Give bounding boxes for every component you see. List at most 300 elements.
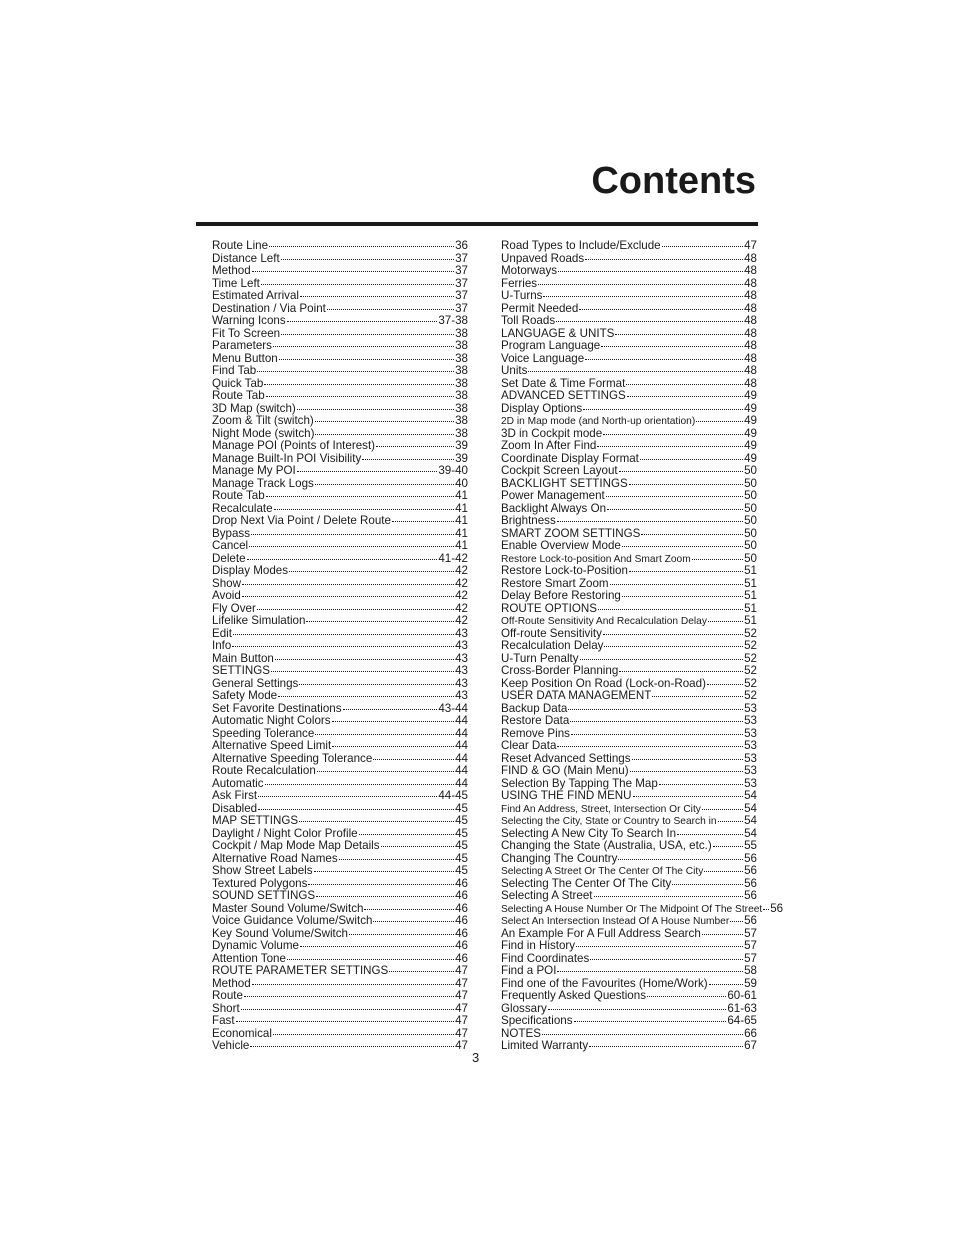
toc-entry-page: 48 [744, 326, 757, 340]
dot-leader [708, 621, 743, 622]
toc-entry-label: Cross-Border Planning [501, 664, 619, 677]
page-title: Contents [591, 160, 756, 202]
dot-leader [250, 1046, 454, 1047]
dot-leader [339, 859, 454, 860]
dot-leader [627, 396, 743, 397]
dot-leader [603, 634, 743, 635]
toc-entry-label: ROUTE OPTIONS [501, 601, 597, 615]
toc-entry [501, 965, 757, 978]
toc-entry-label: Ferries [501, 276, 538, 290]
dot-leader [629, 571, 743, 572]
toc-entry-page: 47 [455, 1026, 468, 1040]
toc-entry [212, 1028, 468, 1041]
dot-leader [568, 709, 743, 710]
toc-entry-label: Delay Before Restoring [501, 589, 621, 602]
dot-leader [718, 821, 744, 822]
toc-entry-label: Backlight Always On [501, 501, 607, 515]
dot-leader [252, 984, 454, 985]
dot-leader [542, 1034, 743, 1035]
dot-leader [349, 934, 454, 935]
toc-entry-page: 49 [744, 401, 757, 415]
toc-entry-label: Route [212, 989, 243, 1002]
toc-entry-page: 55 [744, 839, 757, 852]
toc-entry [212, 415, 468, 428]
toc-entry-page: 48 [744, 289, 757, 302]
toc-entry-label: Textured Polygons [212, 876, 308, 890]
toc-entry [501, 615, 757, 628]
toc-entry [501, 853, 757, 866]
toc-entry-page: 45 [455, 814, 468, 827]
toc-entry [212, 890, 468, 903]
toc-entry-label: 3D Map (switch) [212, 401, 296, 415]
toc-entry-page: 46 [455, 876, 468, 890]
dot-leader [548, 1009, 727, 1010]
toc-entry-label: Selecting A Street Or The Center Of The City [501, 866, 704, 877]
dot-leader [618, 859, 743, 860]
toc-entry [212, 390, 468, 403]
toc-entry-label: Changing the State (Australia, USA, etc.) [501, 839, 712, 852]
toc-entry-page: 56 [744, 914, 757, 927]
dot-leader [381, 846, 455, 847]
toc-entry-page: 48 [744, 264, 757, 277]
toc-entry-label: Selecting the City, State or Country to Search in [501, 816, 717, 827]
toc-entry-page: 38 [455, 389, 468, 402]
dot-leader [604, 646, 743, 647]
toc-entry-page: 49 [744, 451, 757, 465]
toc-entry-page: 49 [744, 439, 757, 452]
dot-leader [258, 796, 437, 797]
dot-leader [242, 584, 454, 585]
toc-entry [212, 940, 468, 953]
toc-entry-label: Automatic Night Colors [212, 714, 331, 727]
toc-entry [212, 640, 468, 653]
toc-entry-page: 53 [744, 726, 757, 740]
toc-entry [212, 515, 468, 528]
dot-leader [233, 634, 454, 635]
toc-entry-page: 50 [744, 501, 757, 515]
toc-entry [501, 515, 757, 528]
dot-leader [244, 996, 454, 997]
toc-entry-page: 47 [455, 1014, 468, 1027]
toc-entry-label: Avoid [212, 589, 241, 602]
toc-entry-page: 51 [744, 564, 757, 577]
toc-entry-label: Manage My POI [212, 464, 296, 477]
toc-entry-page: 46 [455, 926, 468, 940]
dot-leader [601, 346, 743, 347]
dot-leader [528, 371, 743, 372]
toc-entry-label: Off-route Sensitivity [501, 626, 602, 640]
toc-entry-label: Remove Pins [501, 726, 570, 740]
dot-leader [580, 659, 744, 660]
page-number: 3 [472, 1050, 480, 1065]
toc-entry-label: Reset Advanced Settings [501, 751, 631, 765]
toc-entry-label: Economical [212, 1026, 272, 1040]
toc-entry-page: 45 [455, 826, 468, 840]
toc-entry-label: Disabled [212, 801, 258, 815]
toc-entry-page: 50 [744, 526, 757, 540]
toc-entry-label: Show Street Labels [212, 864, 313, 877]
toc-entry-page: 56 [744, 864, 757, 877]
toc-entry-label: Quick Tab [212, 376, 264, 390]
toc-entry [501, 790, 757, 803]
dot-leader [392, 521, 454, 522]
toc-entry-page: 37 [455, 251, 468, 265]
toc-entry-label: Permit Needed [501, 301, 579, 315]
toc-entry-label: Find An Address, Street, Intersection Or City [501, 803, 701, 815]
toc-entry-page: 44 [455, 751, 468, 765]
toc-entry [212, 615, 468, 628]
dot-leader [640, 459, 743, 460]
toc-entry-page: 42 [455, 564, 468, 577]
toc-entry-page: 50 [744, 489, 757, 502]
dot-leader [702, 934, 743, 935]
dot-leader [763, 909, 769, 910]
toc-entry [212, 578, 468, 591]
dot-leader [713, 846, 743, 847]
toc-entry-page: 50 [744, 476, 757, 490]
toc-entry [212, 440, 468, 453]
toc-entry-label: Off-Route Sensitivity And Recalculation Delay [501, 616, 707, 627]
toc-entry-label: Cockpit / Map Mode Map Details [212, 839, 380, 852]
toc-entry-page: 44 [455, 776, 468, 790]
toc-entry [212, 790, 468, 803]
dot-leader [315, 484, 454, 485]
dot-leader [641, 534, 743, 535]
toc-entry-page: 42 [455, 614, 468, 627]
dot-leader [585, 259, 743, 260]
toc-entry-page: 43 [455, 651, 468, 665]
toc-entry-label: ADVANCED SETTINGS [501, 389, 626, 402]
toc-entry-label: Road Types to Include/Exclude [501, 239, 661, 252]
toc-entry-page: 38 [455, 339, 468, 352]
toc-entry-label: Method [212, 264, 251, 277]
dot-leader [271, 671, 454, 672]
toc-entry-label: Restore Lock-to-position And Smart Zoom [501, 553, 691, 565]
toc-entry-page: 38 [455, 414, 468, 427]
toc-entry [212, 990, 468, 1003]
dot-leader [266, 496, 454, 497]
toc-entry [501, 340, 757, 353]
toc-entry [501, 1040, 757, 1053]
toc-entry-page: 58 [744, 964, 757, 977]
dot-leader [610, 584, 744, 585]
toc-entry [212, 965, 468, 978]
dot-leader [297, 409, 454, 410]
toc-entry-page: 43 [455, 689, 468, 702]
toc-entry-label: Recalculate [212, 501, 273, 515]
toc-entry-label: Main Button [212, 651, 274, 665]
toc-entry-page: 39 [455, 439, 468, 452]
dot-leader [597, 446, 743, 447]
toc-entry-label: Unpaved Roads [501, 251, 585, 265]
toc-entry [501, 740, 757, 753]
dot-leader [364, 909, 454, 910]
dot-leader [289, 571, 454, 572]
toc-entry [501, 915, 757, 928]
dot-leader [696, 421, 743, 422]
toc-entry-label: Cancel [212, 539, 249, 552]
dot-leader [261, 284, 454, 285]
toc-entry-label: Vehicle [212, 1039, 250, 1052]
dot-leader [299, 684, 454, 685]
toc-entry-label: Enable Overview Mode [501, 539, 621, 552]
toc-entry-label: Lifelike Simulation [212, 614, 306, 627]
toc-entry [212, 815, 468, 828]
toc-entry-label: Motorways [501, 264, 558, 277]
toc-entry-page: 51 [744, 601, 757, 615]
toc-entry-label: Fit To Screen [212, 326, 281, 340]
toc-entry [212, 740, 468, 753]
dot-leader [570, 721, 743, 722]
toc-entry-label: Short [212, 1001, 240, 1015]
toc-entry [501, 565, 757, 578]
toc-entry [212, 865, 468, 878]
dot-leader [662, 246, 743, 247]
dot-leader [373, 921, 454, 922]
toc-entry-label: FIND & GO (Main Menu) [501, 764, 629, 777]
toc-entry-page: 44 [455, 739, 468, 752]
toc-entry [212, 465, 468, 478]
dot-leader [672, 884, 743, 885]
dot-leader [615, 334, 743, 335]
dot-leader [257, 609, 454, 610]
dot-leader [232, 646, 454, 647]
dot-leader [242, 596, 454, 597]
toc-entry-page: 39 [455, 451, 468, 465]
toc-entry [501, 240, 757, 253]
dot-leader [576, 946, 743, 947]
dot-leader [274, 509, 455, 510]
toc-entry-page: 54 [744, 789, 757, 802]
toc-entry [212, 365, 468, 378]
dot-leader [709, 984, 743, 985]
toc-entry-label: Toll Roads [501, 314, 556, 327]
toc-entry-page: 48 [744, 364, 757, 377]
toc-entry-page: 49 [744, 389, 757, 402]
dot-leader [343, 709, 438, 710]
toc-entry-page: 48 [744, 251, 757, 265]
toc-entry [501, 690, 757, 703]
toc-entry-label: Limited Warranty [501, 1039, 589, 1052]
toc-entry-page: 50 [744, 539, 757, 552]
toc-entry-label: Alternative Speeding Tolerance [212, 751, 373, 765]
toc-entry-label: Selecting The Center Of The City [501, 876, 672, 890]
toc-entry-page: 61-63 [727, 1001, 757, 1015]
dot-leader [585, 359, 743, 360]
toc-entry-label: Voice Language [501, 351, 585, 365]
toc-entry-page: 44-45 [438, 789, 468, 802]
toc-entry-page: 53 [744, 751, 757, 765]
toc-entry-page: 57 [744, 926, 757, 940]
toc-entry [212, 265, 468, 278]
toc-entry [212, 290, 468, 303]
toc-entry [501, 640, 757, 653]
dot-leader [607, 509, 743, 510]
dot-leader [249, 546, 454, 547]
toc-entry [212, 1003, 468, 1016]
toc-entry [212, 240, 468, 253]
toc-entry-page: 42 [455, 589, 468, 602]
toc-entry-page: 37 [455, 289, 468, 302]
dot-leader [300, 946, 454, 947]
toc-entry [501, 415, 757, 428]
dot-leader [677, 834, 743, 835]
toc-entry [501, 803, 757, 816]
toc-entry-page: 50 [744, 551, 757, 565]
toc-entry-page: 60-61 [727, 989, 757, 1002]
toc-entry-label: Warning Icons [212, 314, 286, 327]
toc-entry-page: 54 [744, 814, 757, 827]
toc-entry [501, 315, 757, 328]
toc-entry-label: Selection By Tapping The Map [501, 776, 658, 790]
toc-entry-page: 51 [744, 614, 757, 627]
dot-leader [619, 671, 743, 672]
toc-entry-page: 57 [744, 951, 757, 965]
toc-entry-label: Display Modes [212, 564, 289, 577]
toc-entry-label: Frequently Asked Questions [501, 989, 647, 1002]
dot-leader [269, 246, 454, 247]
toc-entry-label: Restore Data [501, 714, 570, 727]
toc-entry [501, 365, 757, 378]
toc-entry-label: Daylight / Night Color Profile [212, 826, 358, 840]
toc-entry-page: 38 [455, 426, 468, 440]
dot-leader [315, 734, 454, 735]
toc-entry-label: Restore Smart Zoom [501, 576, 609, 590]
dot-leader [297, 471, 438, 472]
toc-entry-label: Clear Data [501, 739, 557, 752]
toc-entry-label: Glossary [501, 1001, 547, 1015]
dot-leader [389, 971, 454, 972]
dot-leader [314, 871, 455, 872]
toc-entry-label: Selecting A Street [501, 889, 593, 902]
dot-leader [373, 759, 454, 760]
toc-entry [212, 565, 468, 578]
toc-entry [501, 403, 757, 416]
toc-entry-label: Selecting A House Number Or The Midpoint Of The Street [501, 903, 763, 915]
dot-leader [273, 346, 454, 347]
toc-entry-label: Units [501, 364, 528, 377]
toc-entry-label: Speeding Tolerance [212, 726, 315, 740]
toc-entry-page: 41 [455, 526, 468, 540]
dot-leader [730, 921, 743, 922]
toc-entry-page: 43 [455, 626, 468, 640]
dot-leader [279, 359, 454, 360]
toc-entry [501, 440, 757, 453]
toc-entry-page: 53 [744, 701, 757, 715]
dot-leader [606, 496, 743, 497]
toc-entry-page: 54 [744, 826, 757, 840]
dot-leader [306, 621, 454, 622]
toc-entry-label: Attention Tone [212, 951, 286, 965]
toc-entry-page: 45 [455, 839, 468, 852]
toc-entry-label: Restore Lock-to-Position [501, 564, 628, 577]
toc-entry [501, 603, 757, 616]
toc-entry-label: SMART ZOOM SETTINGS [501, 526, 641, 540]
toc-entry-page: 52 [744, 639, 757, 652]
toc-entry-page: 46 [455, 901, 468, 915]
toc-entry [212, 1040, 468, 1053]
toc-entry-page: 57 [744, 939, 757, 952]
toc-entry [501, 715, 757, 728]
toc-entry-page: 52 [744, 626, 757, 640]
toc-entry-page: 43 [455, 664, 468, 677]
dot-leader [251, 534, 454, 535]
dot-leader [257, 371, 454, 372]
dot-leader [707, 684, 743, 685]
toc-entry-page: 52 [744, 676, 757, 690]
dot-leader [538, 284, 743, 285]
toc-entry-label: An Example For A Full Address Search [501, 926, 701, 940]
toc-entry [501, 465, 757, 478]
toc-entry-label: Edit [212, 626, 232, 640]
toc-entry-label: Show [212, 576, 242, 590]
dot-leader [241, 1009, 454, 1010]
toc-column-right [501, 239, 784, 1053]
dot-leader [557, 971, 743, 972]
toc-entry [212, 340, 468, 353]
toc-entry-label: Distance Left [212, 251, 280, 265]
toc-entry [212, 665, 468, 678]
dot-leader [247, 559, 438, 560]
toc-entry-page: 52 [744, 689, 757, 702]
toc-entry [501, 815, 757, 828]
toc-entry [212, 765, 468, 778]
dot-leader [315, 421, 454, 422]
toc-entry-label: Keep Position On Road (Lock-on-Road) [501, 676, 706, 690]
toc-entry-label: Find Tab [212, 364, 257, 377]
toc-entry-page: 67 [744, 1039, 757, 1052]
toc-entry-page: 41 [455, 514, 468, 527]
toc-entry-page: 36 [455, 239, 468, 252]
toc-entry-label: Backup Data [501, 701, 568, 715]
toc-entry-page: 43 [455, 639, 468, 652]
toc-entry [501, 265, 757, 278]
toc-entry-label: BACKLIGHT SETTINGS [501, 476, 628, 490]
dot-leader [629, 484, 743, 485]
toc-entry-page: 38 [455, 376, 468, 390]
toc-entry-page: 43 [455, 676, 468, 690]
toc-entry-label: Find Coordinates [501, 951, 590, 965]
toc-entry-page: 46 [455, 951, 468, 965]
toc-entry-label: Program Language [501, 339, 601, 352]
toc-entry-page: 52 [744, 664, 757, 677]
toc-entry-page: 37 [455, 264, 468, 277]
dot-leader [252, 271, 454, 272]
dot-leader [630, 771, 744, 772]
dot-leader [622, 596, 743, 597]
toc-entry-page: 48 [744, 351, 757, 365]
toc-entry-page: 48 [744, 339, 757, 352]
toc-entry-page: 37-38 [438, 314, 468, 327]
toc-entry-label: Fly Over [212, 601, 256, 615]
toc-entry-label: Master Sound Volume/Switch [212, 901, 364, 915]
toc-entry-page: 56 [744, 851, 757, 865]
toc-entry-label: Voice Guidance Volume/Switch [212, 914, 373, 927]
dot-leader [598, 609, 743, 610]
toc-entry-label: Dynamic Volume [212, 939, 299, 952]
dot-leader [281, 334, 454, 335]
toc-entry-label: NOTES [501, 1026, 541, 1040]
toc-entry-page: 54 [744, 801, 757, 815]
toc-entry-label: Destination / Via Point [212, 301, 326, 315]
toc-entry [501, 901, 784, 916]
toc-entry-page: 46 [455, 939, 468, 952]
toc-entry [501, 890, 757, 903]
toc-entry-label: Estimated Arrival [212, 289, 299, 302]
dot-leader [264, 384, 454, 385]
toc-entry-page: 42 [455, 601, 468, 615]
toc-entry [501, 490, 757, 503]
